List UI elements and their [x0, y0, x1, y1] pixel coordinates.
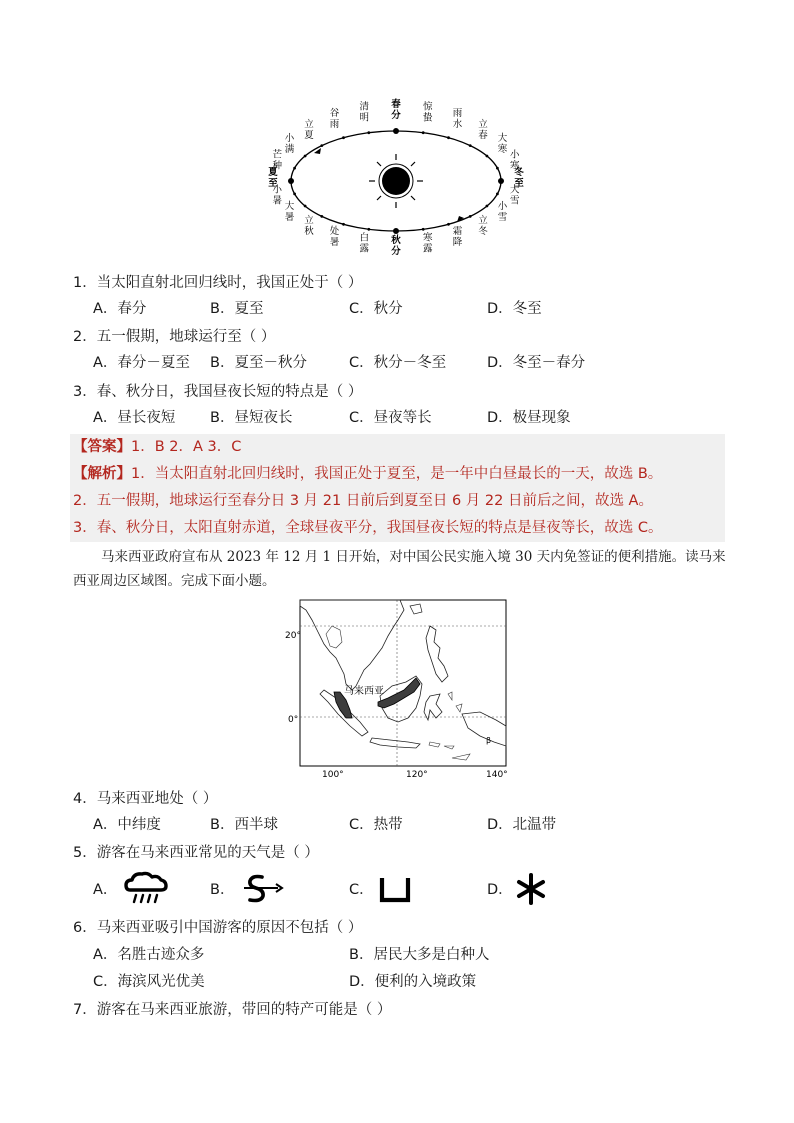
map-lat-label-0: 0°: [288, 715, 299, 725]
q5-option-a[interactable]: A．: [93, 882, 118, 898]
q6-option-a[interactable]: A．名胜古迹众多: [93, 947, 205, 963]
orbit-tick: [496, 167, 499, 170]
solar-term-label: 清明: [359, 101, 369, 124]
solar-term-label: 立夏: [304, 118, 314, 141]
orbit-tick: [486, 155, 489, 158]
answer-line: [73, 437, 241, 457]
q4-option-b[interactable]: B．西半球: [210, 817, 278, 833]
frost-weather-icon[interactable]: [378, 874, 412, 904]
rain-weather-icon[interactable]: [124, 870, 168, 906]
orbit-tick: [304, 155, 307, 158]
q6-option-d[interactable]: D．便利的入境政策: [349, 974, 477, 990]
map-lon-label-120: 120°: [406, 770, 428, 780]
orbit-tick: [422, 228, 425, 231]
question-7: 7．游客在马来西亚旅游，带回的特产可能是（ ）: [73, 1002, 392, 1018]
map-lon-label-140: 140°: [486, 770, 508, 780]
solar-term-label: 霜降: [452, 225, 463, 248]
analysis-line-3: 3．春、秋分日，太阳直射赤道，全球昼夜平分，我国昼夜长短的特点是昼夜等长，故选 C。: [73, 520, 663, 536]
orbit-tick: [342, 136, 345, 139]
orbit-tick: [342, 223, 345, 226]
orbit-point-autumn: [393, 228, 399, 234]
orbit-tick: [469, 144, 472, 147]
q5-option-b[interactable]: B．: [210, 882, 235, 898]
solar-term-label: 惊蛰: [423, 101, 433, 124]
q4-option-c[interactable]: C．热带: [349, 817, 403, 833]
q6-option-c[interactable]: C．海滨风光优美: [93, 974, 205, 990]
earth-orbit-diagram: [268, 95, 528, 270]
q2-option-d[interactable]: D．冬至－春分: [487, 355, 586, 371]
solar-term-label: 处暑: [329, 225, 340, 248]
orbit-tick: [293, 193, 296, 196]
answer-tag: 【答案】: [73, 439, 131, 455]
q2-option-a[interactable]: A．春分－夏至: [93, 355, 190, 371]
solar-term-label: 小满: [284, 133, 295, 155]
intro-paragraph: 马来西亚政府宣布从 2023 年 12 月 1 日开始，对中国公民实施入境 30 天内免签证的便利措施。读马来西亚周边区域图。完成下面小题。: [73, 549, 726, 589]
orbit-tick: [304, 205, 307, 208]
sun-icon: [369, 154, 423, 208]
q4-option-d[interactable]: D．北温带: [487, 817, 557, 833]
solar-term-label: 小寒: [510, 149, 520, 172]
analysis-text-1: 1．当太阳直射北回归线时，我国正处于夏至，是一年中白昼最长的一天，故选 B。: [131, 466, 663, 482]
solar-term-label: 大暑: [284, 201, 295, 223]
orbit-tick: [293, 167, 296, 170]
q3-option-d[interactable]: D．极昼现象: [487, 410, 571, 426]
question-1: 1．当太阳直射北回归线时，我国正处于（ ）: [73, 275, 363, 291]
orbit-point-summer: [288, 178, 294, 184]
q1-option-b[interactable]: B．夏至: [210, 301, 264, 317]
question-6: 6．马来西亚吸引中国游客的原因不包括（ ）: [73, 920, 363, 936]
question-2: 2．五一假期，地球运行至（ ）: [73, 329, 276, 345]
orbit-point-winter: [498, 178, 504, 184]
snow-weather-icon[interactable]: [514, 872, 548, 906]
solar-term-label: 芒种: [272, 149, 282, 172]
q2-option-c[interactable]: C．秋分－冬至: [349, 355, 447, 371]
solar-term-label: 冬至: [514, 167, 524, 189]
map-lat-label-20: 20°: [285, 631, 301, 641]
orbit-tick: [320, 144, 323, 147]
question-4: 4．马来西亚地处（ ）: [73, 791, 218, 807]
solar-term-label: 夏至: [268, 167, 278, 189]
solar-term-label: 秋分: [391, 235, 401, 257]
solar-term-label: 寒露: [423, 232, 433, 255]
solar-term-label: 谷雨: [329, 108, 340, 131]
orbit-tick: [496, 193, 499, 196]
solar-term-label: 立秋: [304, 215, 314, 238]
orbit-tick: [367, 131, 370, 134]
q2-option-b[interactable]: B．夏至－秋分: [210, 355, 307, 371]
question-3: 3．春、秋分日，我国昼夜长短的特点是（ ）: [73, 384, 363, 400]
solar-term-label: 大雪: [510, 184, 520, 207]
solar-term-label: 大寒: [497, 133, 508, 155]
answer-text: 1．B 2．A 3．C: [131, 439, 242, 455]
solar-term-label: 小暑: [272, 184, 282, 207]
orbit-tick: [486, 205, 489, 208]
analysis-tag: 【解析】: [73, 466, 131, 482]
orbit-tick: [447, 136, 450, 139]
analysis-line-1: [73, 464, 662, 484]
solar-term-label: 白露: [359, 232, 369, 255]
map-country-label: 马来西亚: [344, 686, 384, 697]
q3-option-c[interactable]: C．昼夜等长: [349, 410, 432, 426]
orbit-tick: [469, 215, 472, 218]
question-5: 5．游客在马来西亚常见的天气是（ ）: [73, 845, 319, 861]
map-beta-label: β: [486, 736, 492, 745]
q1-option-c[interactable]: C．秋分: [349, 301, 403, 317]
q5-option-d[interactable]: D．: [487, 882, 513, 898]
orbit-tick: [367, 228, 370, 231]
q1-option-d[interactable]: D．冬至: [487, 301, 542, 317]
orbit-tick: [422, 131, 425, 134]
solar-term-label: 立春: [478, 118, 488, 141]
solar-term-label: 立冬: [478, 215, 488, 238]
q4-option-a[interactable]: A．中纬度: [93, 817, 161, 833]
q1-option-a[interactable]: A．春分: [93, 301, 147, 317]
solar-term-label: 小雪: [497, 201, 508, 223]
solar-term-label: 雨水: [452, 108, 463, 131]
map-lon-label-100: 100°: [322, 770, 344, 780]
orbit-tick: [447, 223, 450, 226]
malaysia-region-map: [280, 596, 520, 782]
solar-term-label: 春分: [391, 99, 401, 121]
q3-option-a[interactable]: A．昼长夜短: [93, 410, 176, 426]
q3-option-b[interactable]: B．昼短夜长: [210, 410, 293, 426]
analysis-line-2: 2．五一假期，地球运行至春分日 3 月 21 日前后到夏至日 6 月 22 日前后之间，故选 A。: [73, 493, 653, 509]
orbit-tick: [320, 215, 323, 218]
orbit-point-spring: [393, 128, 399, 134]
q6-option-b[interactable]: B．居民大多是白种人: [349, 947, 490, 963]
sandstorm-weather-icon[interactable]: [240, 872, 284, 906]
q5-option-c[interactable]: C．: [349, 882, 374, 898]
